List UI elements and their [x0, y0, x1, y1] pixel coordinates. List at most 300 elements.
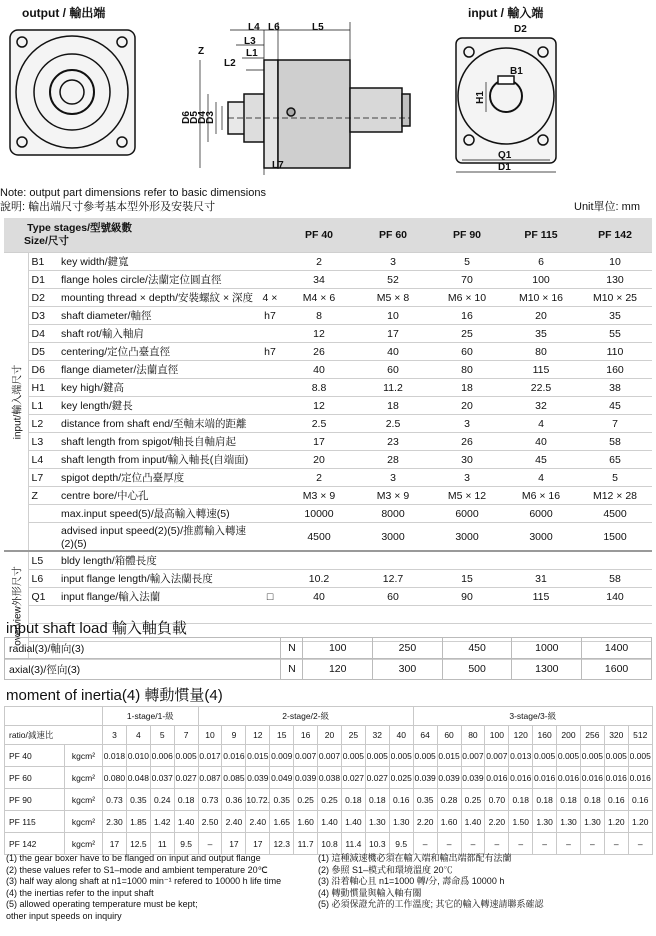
spec-symbol	[258, 415, 282, 433]
ratio-value: 200	[557, 726, 581, 745]
spec-symbol: □	[258, 588, 282, 606]
inertia-value: 0.037	[150, 767, 174, 789]
inertia-value: 0.048	[126, 767, 150, 789]
spec-body	[4, 253, 652, 552]
inertia-value: 0.039	[461, 767, 485, 789]
spec-row	[4, 415, 652, 433]
technical-drawing	[0, 0, 656, 185]
dim-d2: D2	[514, 24, 527, 35]
spec-symbol	[258, 397, 282, 415]
spec-value: 35	[504, 325, 578, 343]
spec-empty-cell	[578, 606, 652, 624]
inertia-value: 1.50	[509, 811, 533, 833]
ratio-value: 60	[437, 726, 461, 745]
inertia-value: 11.4	[341, 833, 365, 855]
inertia-value: 11	[150, 833, 174, 855]
spec-value: 2.5	[356, 415, 430, 433]
model-pf90: PF 90	[430, 218, 504, 253]
spec-value: M10 × 25	[578, 289, 652, 307]
spec-value: 2	[282, 253, 356, 271]
inertia-value: 0.18	[174, 789, 198, 811]
inertia-value: 0.018	[103, 745, 127, 767]
spec-value: 65	[578, 451, 652, 469]
dim-l3: L3	[244, 36, 256, 47]
spec-table	[4, 218, 652, 660]
ratio-value: 9	[222, 726, 246, 745]
spec-value: 3000	[430, 523, 504, 552]
spec-value: 28	[356, 451, 430, 469]
spec-value: 4	[504, 469, 578, 487]
overview-row	[4, 588, 652, 606]
inertia-value: 0.016	[580, 767, 604, 789]
inertia-value: –	[628, 833, 652, 855]
inertia-value: 0.013	[509, 745, 533, 767]
output-flange-view	[10, 30, 135, 155]
inertia-value: 0.005	[365, 745, 389, 767]
inertia-value: 9.5	[389, 833, 413, 855]
inertia-value: 0.18	[341, 789, 365, 811]
inertia-value: 17	[103, 833, 127, 855]
ratio-value: 5	[150, 726, 174, 745]
inertia-value: 10.8	[318, 833, 342, 855]
load-unit: N	[281, 638, 303, 659]
inertia-value: 0.049	[270, 767, 294, 789]
spec-row	[4, 343, 652, 361]
inertia-value: 0.027	[365, 767, 389, 789]
spec-value: 60	[430, 343, 504, 361]
spec-value: 40	[282, 588, 356, 606]
inertia-value: 0.027	[174, 767, 198, 789]
inertia-value: 0.005	[389, 745, 413, 767]
spec-value: 60	[356, 361, 430, 379]
spec-value: 6	[504, 253, 578, 271]
inertia-value: 1.30	[580, 811, 604, 833]
spec-value: 6000	[430, 505, 504, 523]
note-zh: 說明: 輸出端尺寸參考基本型外形及安裝尺寸	[0, 201, 216, 213]
spec-value: 5	[430, 253, 504, 271]
load-value: 450	[442, 638, 512, 659]
inertia-value: –	[461, 833, 485, 855]
spec-empty-cell	[282, 606, 356, 624]
footnote-en-line: (3) half way along shaft at n1=1000 min⁻¹ refered to 10000 h life time	[6, 876, 282, 886]
inertia-value: 0.005	[174, 745, 198, 767]
spec-value: 10	[356, 307, 430, 325]
spec-value: 110	[578, 343, 652, 361]
footnote-zh-line: (5) 必須保證允許的工作溫度; 其它的輸入轉速請聯系確認	[318, 899, 544, 909]
ratio-value: 12	[246, 726, 270, 745]
footnote-en-line: (5) allowed operating temperature must be kept;	[6, 899, 198, 909]
spec-value: 12	[282, 325, 356, 343]
spec-desc: spigot depth/定位凸臺厚度	[58, 469, 258, 487]
spec-code: D3	[28, 307, 58, 325]
spec-value: 5	[578, 469, 652, 487]
dim-l6: L6	[268, 22, 280, 33]
inertia-model: PF 60	[5, 767, 65, 789]
inertia-value: 0.005	[628, 745, 652, 767]
spec-row	[4, 361, 652, 379]
spec-code: L2	[28, 415, 58, 433]
spec-value	[578, 551, 652, 570]
input-view-title: input / 輸入端	[468, 6, 544, 20]
inertia-value: 2.40	[222, 811, 246, 833]
inertia-value: –	[413, 833, 437, 855]
spec-value: 80	[430, 361, 504, 379]
spec-row	[4, 505, 652, 523]
inertia-value: –	[198, 833, 222, 855]
spec-row	[4, 487, 652, 505]
inertia-value: 0.18	[509, 789, 533, 811]
overview-row	[4, 551, 652, 570]
spec-desc: shaft diameter/軸徑	[58, 307, 258, 325]
spec-code: Z	[28, 487, 58, 505]
load-value: 1400	[582, 638, 652, 659]
inertia-table	[4, 706, 653, 855]
spec-value: 38	[578, 379, 652, 397]
footnote-zh-line: (3) 沿着軸心且 n1=1000 轉/分, 壽命爲 10000 h	[318, 876, 505, 886]
spec-empty-cell	[504, 606, 578, 624]
spec-value: 23	[356, 433, 430, 451]
spec-table-wrap	[4, 218, 652, 660]
overview-row	[4, 570, 652, 588]
inertia-value: 0.73	[198, 789, 222, 811]
spec-value: 3	[356, 253, 430, 271]
ratio-value: 15	[270, 726, 294, 745]
load-label: radial(3)/軸向(3)	[5, 638, 281, 659]
inertia-value: 0.16	[389, 789, 413, 811]
spec-symbol	[258, 325, 282, 343]
spec-row	[4, 469, 652, 487]
ratio-value: 16	[294, 726, 318, 745]
spec-value: 34	[282, 271, 356, 289]
inertia-value: 0.015	[437, 745, 461, 767]
inertia-value: 12.3	[270, 833, 294, 855]
spec-value: 52	[356, 271, 430, 289]
load-value: 1300	[512, 659, 582, 680]
inertia-value: 17	[222, 833, 246, 855]
spec-value: 12	[282, 397, 356, 415]
load-row	[5, 638, 652, 659]
inertia-value: 1.30	[533, 811, 557, 833]
load-table	[4, 637, 652, 680]
ratio-value: 64	[413, 726, 437, 745]
dim-b1: B1	[510, 66, 523, 77]
ratio-value: 80	[461, 726, 485, 745]
inertia-row	[5, 745, 653, 767]
spec-value	[430, 551, 504, 570]
inertia-value: 0.007	[294, 745, 318, 767]
inertia-value: 1.60	[294, 811, 318, 833]
spec-value: 130	[578, 271, 652, 289]
spec-value	[282, 551, 356, 570]
inertia-value: 0.039	[246, 767, 270, 789]
spec-value: 8000	[356, 505, 430, 523]
inertia-value: 0.70	[485, 789, 509, 811]
spec-desc: key width/鍵寬	[58, 253, 258, 271]
ratio-value: 120	[509, 726, 533, 745]
footnote-zh-line: (4) 轉動慣量與輸入軸有關	[318, 887, 422, 898]
inertia-value: 0.006	[150, 745, 174, 767]
load-unit: N	[281, 659, 303, 680]
footnotes-en	[6, 853, 306, 922]
inertia-row	[5, 789, 653, 811]
model-pf40: PF 40	[282, 218, 356, 253]
dim-l1: L1	[246, 48, 258, 59]
inertia-value: –	[604, 833, 628, 855]
spec-code: D6	[28, 361, 58, 379]
spec-code: B1	[28, 253, 58, 271]
spec-value: 4	[504, 415, 578, 433]
spec-value: 58	[578, 570, 652, 588]
inertia-value: 0.18	[533, 789, 557, 811]
spec-value: 115	[504, 588, 578, 606]
spec-code: D5	[28, 343, 58, 361]
inertia-value: 0.039	[413, 767, 437, 789]
spec-symbol	[258, 487, 282, 505]
spec-value: 40	[504, 433, 578, 451]
inertia-value: 2.30	[103, 811, 127, 833]
spec-symbol	[258, 570, 282, 588]
stage3-label: 3-stage/3-級	[413, 707, 652, 726]
spec-value: 58	[578, 433, 652, 451]
inertia-value: 1.40	[318, 811, 342, 833]
spec-value: 8.8	[282, 379, 356, 397]
inertia-value: 0.35	[270, 789, 294, 811]
spec-desc: mounting thread × depth/安裝螺紋 × 深度	[58, 289, 258, 307]
spec-value: 3	[356, 469, 430, 487]
load-value: 500	[442, 659, 512, 680]
inertia-row	[5, 767, 653, 789]
inertia-value: 0.016	[557, 767, 581, 789]
spec-code	[28, 523, 58, 552]
spec-value: 160	[578, 361, 652, 379]
spec-value: 7	[578, 415, 652, 433]
inertia-value: 0.28	[437, 789, 461, 811]
spec-value: 45	[578, 397, 652, 415]
spec-value: 10000	[282, 505, 356, 523]
dim-l2: L2	[224, 58, 236, 69]
dim-l7: L7	[272, 160, 284, 171]
spec-symbol: h7	[258, 343, 282, 361]
inertia-value: 0.25	[461, 789, 485, 811]
spec-symbol	[258, 469, 282, 487]
inertia-value: –	[485, 833, 509, 855]
inertia-value: 0.16	[628, 789, 652, 811]
spec-row	[4, 451, 652, 469]
inertia-value: 0.16	[604, 789, 628, 811]
spec-value: 20	[282, 451, 356, 469]
spec-code: D2	[28, 289, 58, 307]
ratio-value: 32	[365, 726, 389, 745]
spec-symbol	[258, 505, 282, 523]
ratio-label: ratio/減速比	[5, 726, 103, 745]
spec-symbol	[258, 523, 282, 552]
inertia-model: PF 115	[5, 811, 65, 833]
inertia-value: 0.016	[509, 767, 533, 789]
spec-desc: shaft length from spigot/軸長自軸肩起	[58, 433, 258, 451]
spec-row	[4, 523, 652, 552]
spec-desc: flange holes circle/法蘭定位圓直徑	[58, 271, 258, 289]
spec-row	[4, 433, 652, 451]
inertia-table-wrap	[4, 706, 652, 855]
ratio-value: 512	[628, 726, 652, 745]
inertia-value: 1.65	[270, 811, 294, 833]
spec-value	[504, 551, 578, 570]
spec-value: 22.5	[504, 379, 578, 397]
inertia-row	[5, 833, 653, 855]
spec-value: 1500	[578, 523, 652, 552]
inertia-value: 0.005	[580, 745, 604, 767]
ratio-value: 256	[580, 726, 604, 745]
inertia-model: PF 142	[5, 833, 65, 855]
inertia-value: 11.7	[294, 833, 318, 855]
ratio-value: 4	[126, 726, 150, 745]
inertia-unit: kgcm²	[65, 789, 103, 811]
inertia-value: 1.30	[365, 811, 389, 833]
inertia-value: 0.005	[413, 745, 437, 767]
spec-value: 3	[430, 469, 504, 487]
spec-value: 12.7	[356, 570, 430, 588]
spec-value: 3	[430, 415, 504, 433]
spec-value	[356, 551, 430, 570]
footnote-zh-line: (1) 這種減速機必須在輸入端和輸出端都配有法蘭	[318, 853, 512, 863]
inertia-value: 0.007	[485, 745, 509, 767]
inertia-value: 2.20	[485, 811, 509, 833]
spec-code: L7	[28, 469, 58, 487]
spec-value: 26	[282, 343, 356, 361]
inertia-value: 1.85	[126, 811, 150, 833]
inertia-value: 0.016	[222, 745, 246, 767]
spec-code: H1	[28, 379, 58, 397]
inertia-value: 0.18	[557, 789, 581, 811]
output-view-title: output / 輸出端	[22, 6, 106, 20]
spec-desc: distance from shaft end/至軸末端的距離	[58, 415, 258, 433]
stage2-label: 2-stage/2-級	[198, 707, 413, 726]
spec-code: L3	[28, 433, 58, 451]
inertia-value: 1.60	[437, 811, 461, 833]
spec-desc: key length/鍵長	[58, 397, 258, 415]
inertia-value: 0.009	[270, 745, 294, 767]
stage1-label: 1-stage/1-級	[103, 707, 199, 726]
spec-code: D4	[28, 325, 58, 343]
ratio-value: 3	[103, 726, 127, 745]
spec-code: D1	[28, 271, 58, 289]
inertia-value: 0.18	[580, 789, 604, 811]
spec-value: 100	[504, 271, 578, 289]
load-row	[5, 659, 652, 680]
spec-value: 10	[578, 253, 652, 271]
spec-symbol: h7	[258, 307, 282, 325]
spec-value: 8	[282, 307, 356, 325]
inertia-title: moment of inertia(4) 轉動慣量(4)	[6, 687, 223, 704]
inertia-value: 0.25	[318, 789, 342, 811]
ratio-value: 100	[485, 726, 509, 745]
spec-value: M5 × 8	[356, 289, 430, 307]
spec-symbol	[258, 379, 282, 397]
spec-value: 15	[430, 570, 504, 588]
inertia-unit: kgcm²	[65, 833, 103, 855]
spec-desc: bldy length/箱體長度	[58, 551, 258, 570]
spec-value: 6000	[504, 505, 578, 523]
spec-desc: key high/鍵高	[58, 379, 258, 397]
ratio-value: 10	[198, 726, 222, 745]
spec-symbol	[258, 551, 282, 570]
load-table-wrap	[4, 637, 652, 680]
spec-value: M4 × 6	[282, 289, 356, 307]
inertia-value: 1.40	[461, 811, 485, 833]
inertia-value: 0.005	[604, 745, 628, 767]
footnotes-zh	[318, 853, 652, 911]
spec-value: 70	[430, 271, 504, 289]
spec-value: 18	[356, 397, 430, 415]
load-body	[5, 638, 652, 680]
spec-row	[4, 379, 652, 397]
unit-label: Unit單位: mm	[574, 201, 640, 213]
spec-value: 31	[504, 570, 578, 588]
spec-desc: input flange length/輸入法蘭長度	[58, 570, 258, 588]
spec-value: 11.2	[356, 379, 430, 397]
spec-symbol	[258, 253, 282, 271]
inertia-value: 0.085	[222, 767, 246, 789]
load-value: 250	[373, 638, 443, 659]
group-input-text: input/輸入端尺寸	[12, 364, 24, 439]
spec-value: 35	[578, 307, 652, 325]
inertia-value: 1.40	[341, 811, 365, 833]
spec-corner	[4, 218, 282, 253]
spec-value: M3 × 9	[282, 487, 356, 505]
load-title: input shaft load 輸入軸負載	[6, 620, 187, 637]
spec-code	[28, 505, 58, 523]
spec-value: 140	[578, 588, 652, 606]
inertia-value: 9.5	[174, 833, 198, 855]
spec-value: 40	[356, 343, 430, 361]
spec-value: 32	[504, 397, 578, 415]
inertia-corner	[5, 707, 103, 726]
spec-code: Q1	[28, 588, 58, 606]
model-pf142: PF 142	[578, 218, 652, 253]
spec-row	[4, 397, 652, 415]
spec-value: M6 × 10	[430, 289, 504, 307]
inertia-row	[5, 811, 653, 833]
load-value: 100	[303, 638, 373, 659]
spec-empty-cell	[356, 606, 430, 624]
spec-value: 26	[430, 433, 504, 451]
dim-l5: L5	[312, 22, 324, 33]
spec-value: 55	[578, 325, 652, 343]
ratio-value: 320	[604, 726, 628, 745]
inertia-value: 0.038	[318, 767, 342, 789]
dim-d6: D6	[180, 111, 192, 124]
spec-empty-cell	[430, 606, 504, 624]
inertia-value: 2.50	[198, 811, 222, 833]
spec-desc: flange diameter/法蘭直徑	[58, 361, 258, 379]
spec-symbol: 4 ×	[258, 289, 282, 307]
inertia-value: –	[580, 833, 604, 855]
inertia-head	[5, 707, 653, 745]
spec-value: 20	[504, 307, 578, 325]
ratio-value: 7	[174, 726, 198, 745]
inertia-value: –	[557, 833, 581, 855]
inertia-value: 1.42	[150, 811, 174, 833]
note-en: Note: output part dimensions refer to basic dimensions	[0, 187, 266, 199]
spec-value: 115	[504, 361, 578, 379]
spec-code: L4	[28, 451, 58, 469]
inertia-value: 0.010	[126, 745, 150, 767]
spec-symbol	[258, 451, 282, 469]
spec-value: M12 × 28	[578, 487, 652, 505]
spec-value: 20	[430, 397, 504, 415]
spec-value: 3000	[504, 523, 578, 552]
group-overview-text: overview外形尺寸	[12, 565, 24, 646]
